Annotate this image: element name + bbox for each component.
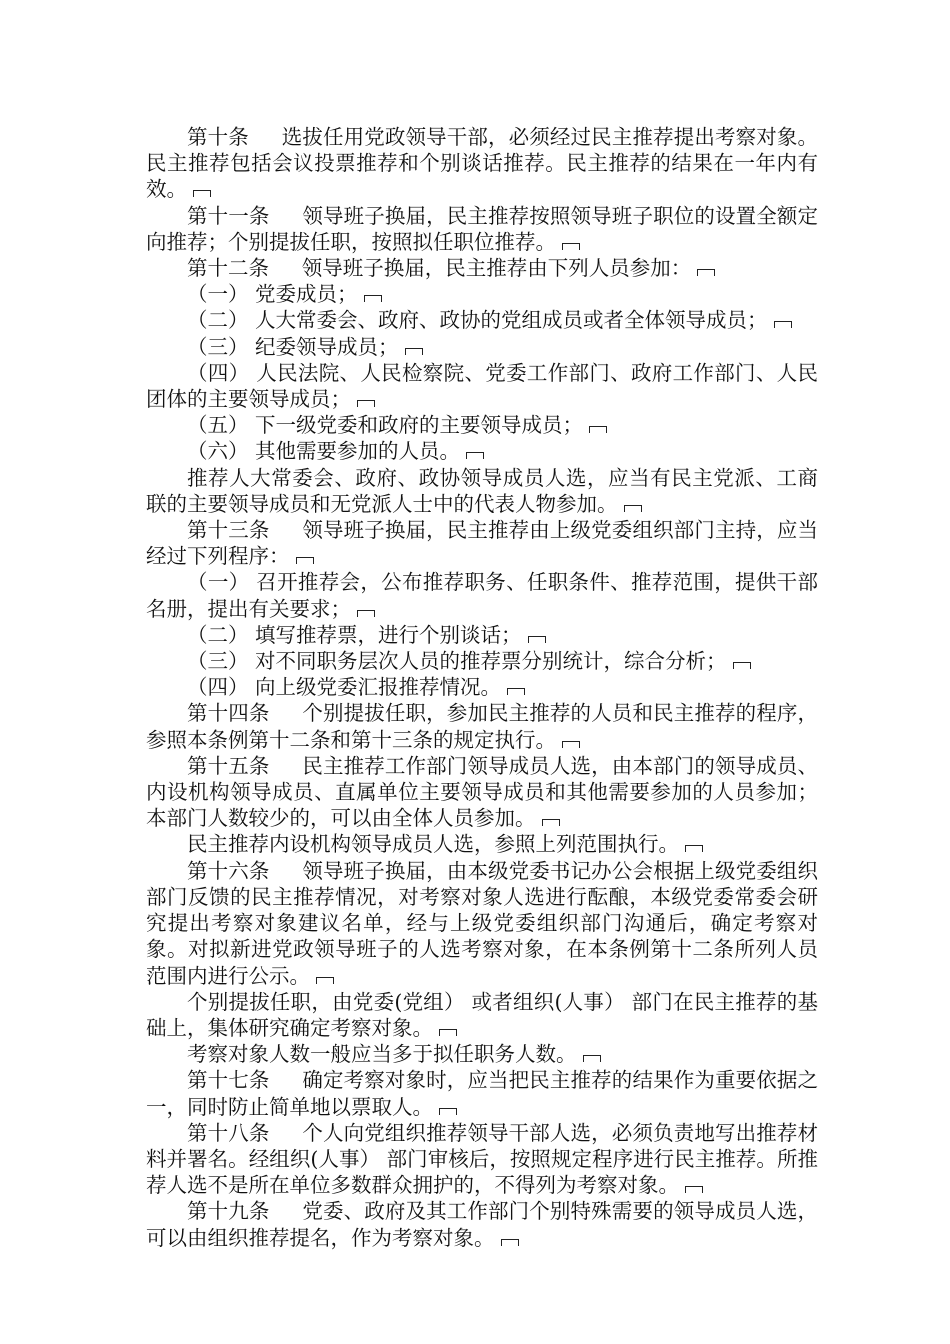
- article-number: 第十九条: [187, 1199, 270, 1224]
- paragraph-text: 领导班子换届，民主推荐由上级党委组织部门主持，应当经过下列程序：: [146, 518, 819, 569]
- paragraph: [146, 281, 818, 307]
- paragraph-mark-icon: [357, 610, 375, 617]
- paragraph-text: （四） 人民法院、人民检察院、党委工作部门、政府工作部门、人民团体的主要领导成员；: [146, 360, 818, 412]
- paragraph-mark-icon: [501, 1239, 519, 1246]
- paragraph-text: 个别提拔任职，由党委(党组） 或者组织(人事） 部门在民主推荐的基础上，集体研究确定考察对象。: [146, 989, 818, 1040]
- paragraph-text: 选拔任用党政领导干部，必须经过民主推荐提出考察对象。民主推荐包括会议投票推荐和个别谈话推荐。民主推荐的结果在一年内有效。: [146, 125, 819, 202]
- paragraph: [146, 438, 818, 464]
- paragraph-mark-icon: [685, 845, 703, 852]
- paragraph-mark-icon: [405, 348, 423, 355]
- paragraph-mark-icon: [528, 636, 546, 643]
- paragraph-text: 民主推荐工作部门领导成员人选，由本部门的领导成员、内设机构领导成员、直属单位主要领导成员和其他需要参加的人员参加；本部门人数较少的，可以由全体人员参加。: [146, 753, 819, 831]
- paragraph-text: （三） 对不同职务层次人员的推荐票分别统计，综合分析；: [187, 649, 727, 674]
- paragraph-mark-icon: [507, 688, 525, 695]
- article-number: 第十七条: [187, 1068, 270, 1093]
- paragraph-mark-icon: [733, 662, 751, 669]
- paragraph: [146, 753, 818, 832]
- paragraph-mark-icon: [697, 269, 715, 276]
- paragraph: [146, 858, 818, 989]
- paragraph: [146, 203, 818, 255]
- paragraph-text: 考察对象人数一般应当多于拟任职务人数。: [187, 1042, 577, 1067]
- paragraph: [146, 360, 818, 412]
- paragraph-text: （五） 下一级党委和政府的主要领导成员；: [187, 413, 584, 438]
- paragraph: [146, 255, 818, 281]
- paragraph-text: 确定考察对象时，应当把民主推荐的结果作为重要依据之一，同时防止简单地以票取人。: [146, 1068, 819, 1119]
- paragraph-mark-icon: [542, 819, 560, 826]
- paragraph-text: （四） 向上级党委汇报推荐情况。: [187, 675, 502, 700]
- paragraph-text: 民主推荐内设机构领导成员人选，参照上列范围执行。: [187, 832, 679, 857]
- document-body: [146, 124, 818, 1251]
- paragraph-mark-icon: [624, 505, 642, 512]
- paragraph-text: （二） 填写推荐票，进行个别谈话；: [187, 622, 522, 647]
- paragraph-mark-icon: [316, 977, 334, 984]
- paragraph-text: （六） 其他需要参加的人员。: [187, 439, 461, 464]
- paragraph: [146, 1120, 818, 1199]
- article-number: 第十六条: [187, 858, 270, 883]
- paragraph: [146, 1067, 818, 1119]
- paragraph: [146, 569, 818, 621]
- paragraph: [146, 124, 818, 203]
- paragraph: [146, 1041, 818, 1067]
- article-number: 第十三条: [187, 518, 270, 543]
- paragraph: [146, 1198, 818, 1250]
- paragraph: [146, 307, 818, 333]
- paragraph-mark-icon: [439, 1029, 457, 1036]
- paragraph-text: （三） 纪委领导成员；: [187, 334, 399, 359]
- paragraph-text: 领导班子换届，由本级党委书记办公会根据上级党委组织部门反馈的民主推荐情况，对考察对象人选进行酝酿，本级党委常委会研究提出考察对象建议名单，经与上级党委组织部门沟通后，确定考察对象。对拟新进党政领导班子的人选考察对象，在本条例第十二条所列人员范围内进行公示。: [146, 858, 819, 988]
- article-number: 第十四条: [187, 701, 270, 726]
- paragraph-text: 领导班子换届，民主推荐按照领导班子职位的设置全额定向推荐；个别提拔任职，按照拟任职位推荐。: [146, 203, 819, 254]
- article-number: 第十五条: [187, 753, 270, 778]
- paragraph-mark-icon: [296, 557, 314, 564]
- paragraph-mark-icon: [774, 321, 792, 328]
- paragraph: [146, 674, 818, 700]
- paragraph-mark-icon: [583, 1055, 601, 1062]
- paragraph: [146, 465, 818, 517]
- paragraph-text: （二） 人大常委会、政府、政协的党组成员或者全体领导成员；: [187, 308, 768, 333]
- paragraph-mark-icon: [357, 400, 375, 407]
- paragraph: [146, 412, 818, 438]
- paragraph: [146, 334, 818, 360]
- paragraph-text: 个人向党组织推荐领导干部人选，必须负责地写出推荐材料并署名。经组织(人事） 部门审核后，按照规定程序进行民主推荐。所推荐人选不是所在单位多数群众拥护的，不得列为考察对象。: [146, 1120, 819, 1198]
- paragraph-text: 推荐人大常委会、政府、政协领导成员人选，应当有民主党派、工商联的主要领导成员和无党派人士中的代表人物参加。: [146, 465, 818, 516]
- paragraph-text: 领导班子换届，民主推荐由下列人员参加：: [301, 256, 692, 281]
- paragraph-mark-icon: [439, 1108, 457, 1115]
- article-number: 第十八条: [187, 1120, 270, 1145]
- paragraph-mark-icon: [589, 426, 607, 433]
- paragraph-mark-icon: [562, 243, 580, 250]
- paragraph-mark-icon: [685, 1186, 703, 1193]
- paragraph-text: （一） 召开推荐会，公布推荐职务、任职条件、推荐范围，提供干部名册，提出有关要求；: [146, 570, 818, 621]
- paragraph-mark-icon: [466, 452, 484, 459]
- paragraph-mark-icon: [364, 295, 382, 302]
- article-number: 第十条: [187, 125, 249, 149]
- paragraph-text: （一） 党委成员；: [187, 282, 358, 307]
- paragraph: [146, 831, 818, 857]
- article-number: 第十二条: [187, 256, 269, 281]
- article-number: 第十一条: [187, 203, 270, 228]
- paragraph: [146, 989, 818, 1041]
- paragraph-mark-icon: [562, 741, 580, 748]
- paragraph: [146, 700, 818, 752]
- paragraph: [146, 517, 818, 569]
- paragraph-mark-icon: [193, 190, 211, 197]
- paragraph-text: 个别提拔任职，参加民主推荐的人员和民主推荐的程序，参照本条例第十二条和第十三条的规定执行。: [146, 701, 819, 752]
- paragraph: [146, 622, 818, 648]
- paragraph: [146, 648, 818, 674]
- paragraph-text: 党委、政府及其工作部门个别特殊需要的领导成员人选，可以由组织推荐提名，作为考察对象。: [146, 1199, 819, 1250]
